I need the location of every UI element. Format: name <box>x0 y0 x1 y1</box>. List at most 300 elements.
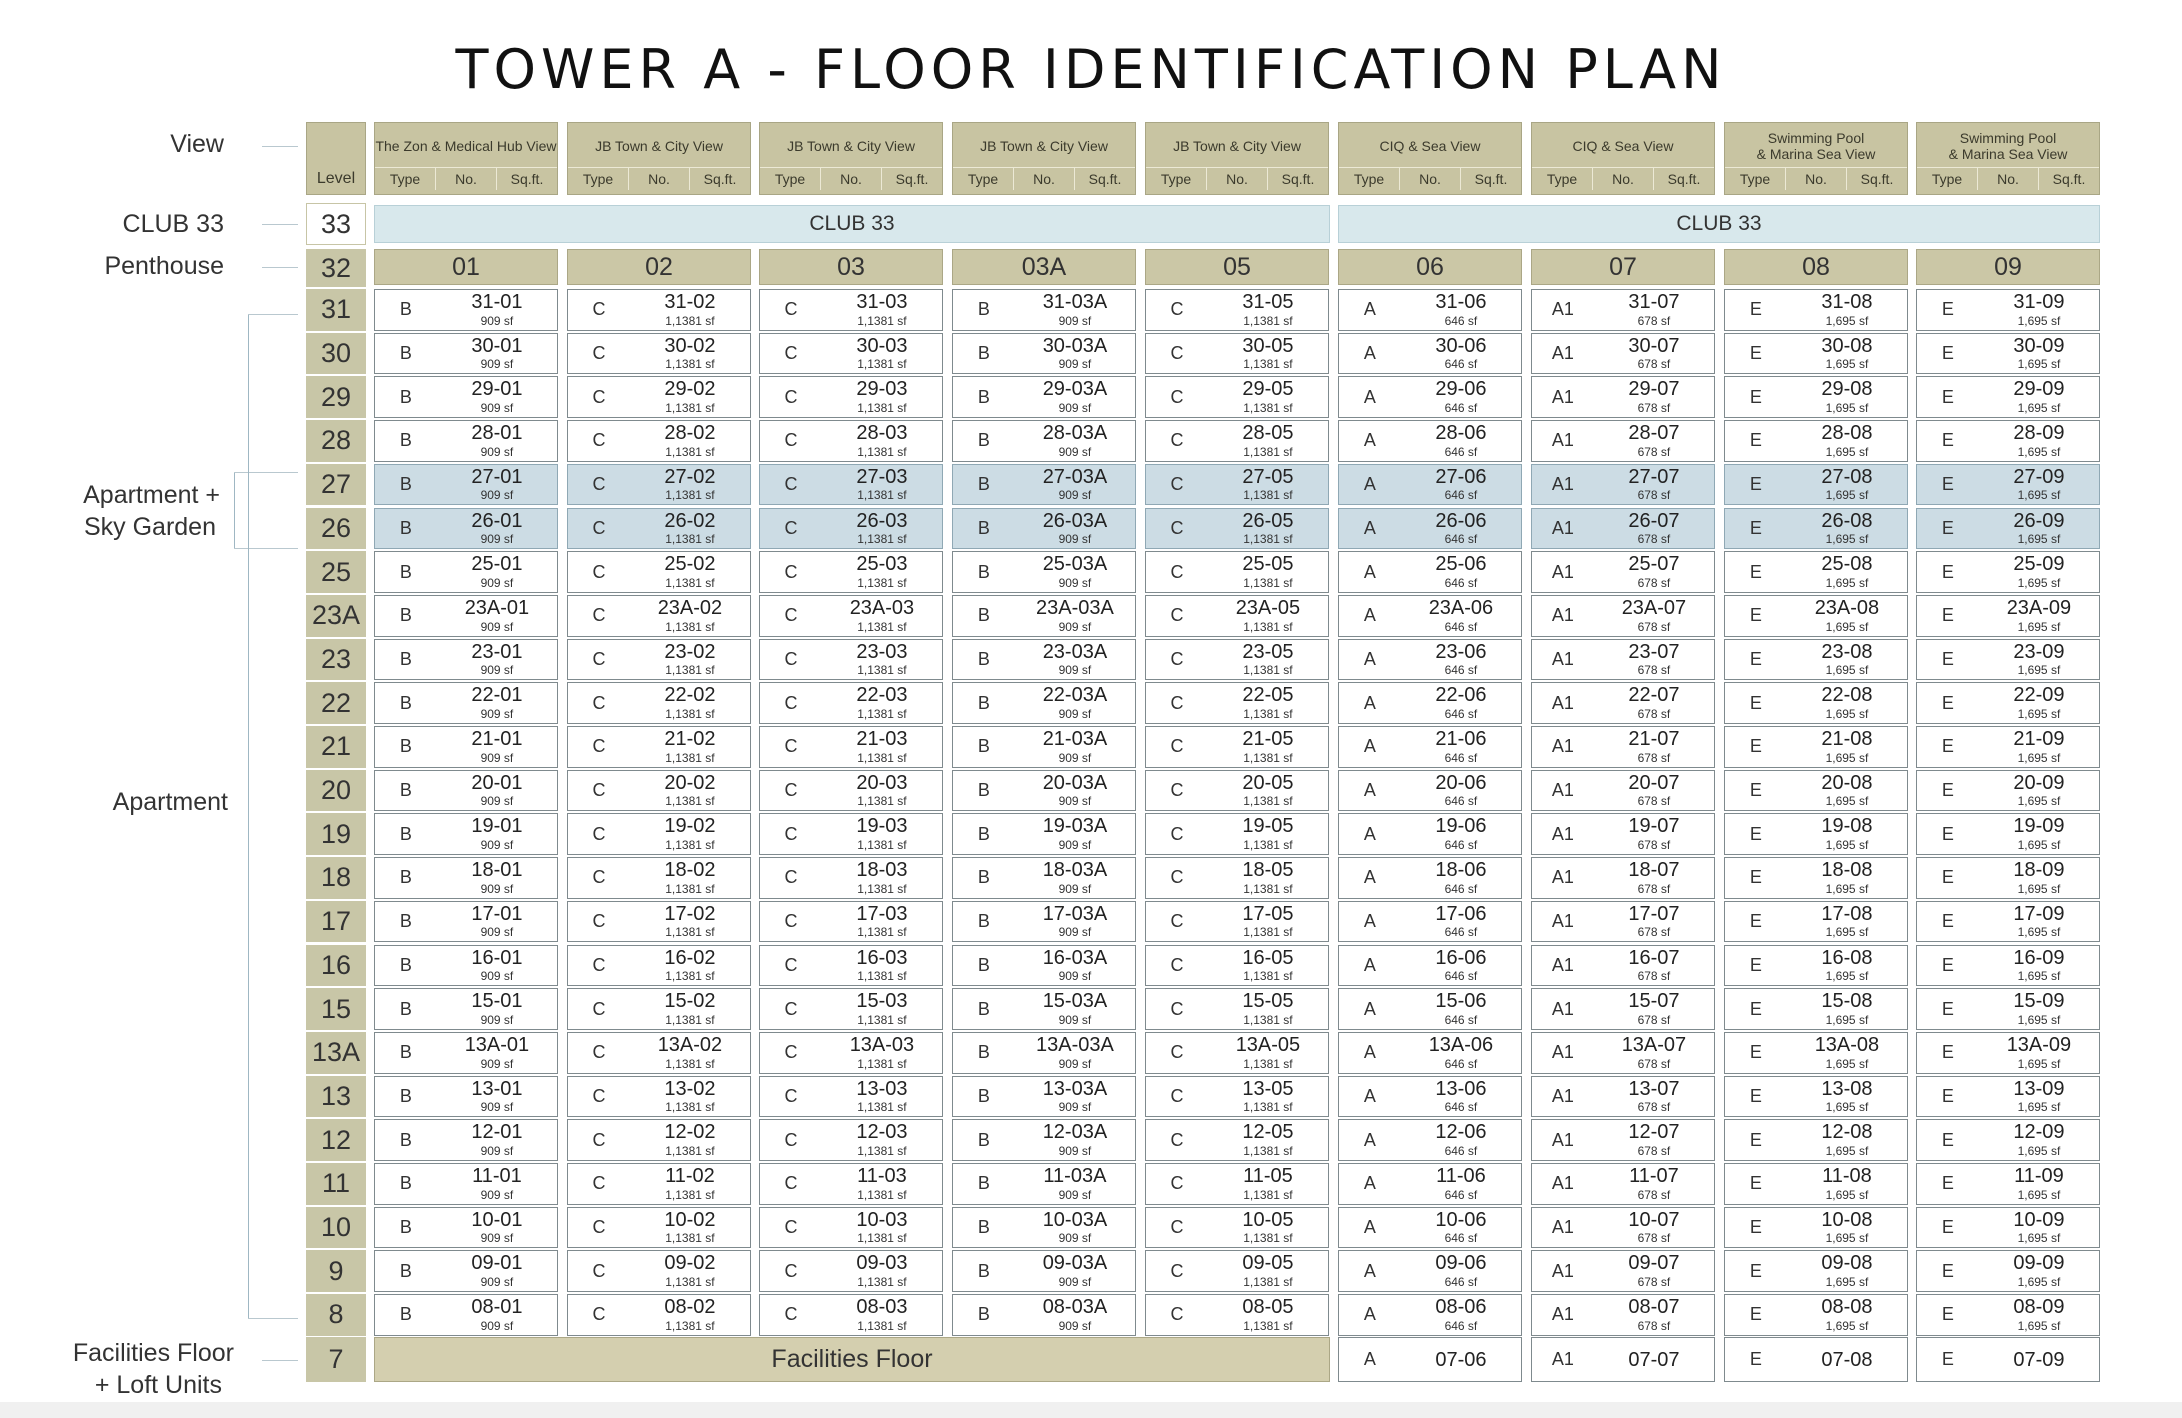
unit-cell[interactable] <box>1916 682 2100 724</box>
unit-cell[interactable] <box>952 289 1136 331</box>
unit-cell[interactable] <box>1916 945 2100 987</box>
unit-cell[interactable] <box>952 1294 1136 1336</box>
unit-cell[interactable] <box>567 551 751 593</box>
unit-cell[interactable] <box>1916 551 2100 593</box>
view-title-line: Swimming Pool <box>1959 130 2057 146</box>
penthouse-unit-05[interactable]: 05 <box>1145 249 1329 285</box>
unit-area: 1,1381 sf <box>857 488 907 503</box>
unit-area: 909 sf <box>1058 663 1092 678</box>
unit-cell[interactable] <box>1724 726 1908 768</box>
unit-cell[interactable] <box>1145 1119 1329 1161</box>
unit-cell[interactable] <box>952 595 1136 637</box>
unit-cell[interactable] <box>567 289 751 331</box>
unit-type: C <box>1170 474 1184 495</box>
unit-cell[interactable] <box>1916 726 2100 768</box>
unit-cell[interactable] <box>1916 901 2100 943</box>
unit-cell[interactable] <box>952 464 1136 506</box>
unit-cell[interactable] <box>1145 1076 1329 1118</box>
footer-strip <box>0 1402 2182 1418</box>
unit-area: 909 sf <box>480 488 514 503</box>
unit-cell[interactable] <box>567 988 751 1030</box>
unit-cell[interactable] <box>567 857 751 899</box>
unit-area: 1,1381 sf <box>665 575 715 590</box>
unit-cell[interactable] <box>759 333 943 375</box>
unit-area: 909 sf <box>480 575 514 590</box>
unit-cell[interactable] <box>1338 420 1522 462</box>
unit-cell[interactable] <box>759 1163 943 1205</box>
unit-cell[interactable] <box>567 682 751 724</box>
unit-area: 1,1381 sf <box>665 925 715 940</box>
unit-cell[interactable] <box>1531 376 1715 418</box>
unit-cell[interactable] <box>1531 1119 1715 1161</box>
unit-cell[interactable] <box>1338 682 1522 724</box>
unit-number: 18-01 <box>471 859 523 882</box>
unit-cell[interactable] <box>567 901 751 943</box>
unit-cell[interactable] <box>1724 639 1908 681</box>
unit-cell[interactable] <box>952 1207 1136 1249</box>
unit-number: 15-07 <box>1628 990 1680 1013</box>
unit-cell[interactable] <box>1145 1250 1329 1292</box>
unit-type: E <box>1941 1173 1954 1194</box>
unit-cell[interactable] <box>374 376 558 418</box>
unit-area: 909 sf <box>1058 619 1092 634</box>
unit-cell[interactable] <box>1338 1163 1522 1205</box>
unit-cell[interactable] <box>1724 1076 1908 1118</box>
unit-cell[interactable] <box>567 1032 751 1074</box>
unit-cell[interactable] <box>1724 333 1908 375</box>
unit-cell[interactable] <box>759 988 943 1030</box>
unit-cell[interactable] <box>567 333 751 375</box>
unit-cell[interactable] <box>567 508 751 550</box>
unit-area: 678 sf <box>1637 794 1671 809</box>
unit-cell[interactable] <box>374 1207 558 1249</box>
unit-area: 1,695 sf <box>2017 313 2061 328</box>
unit-cell[interactable] <box>1916 333 2100 375</box>
unit-cell[interactable] <box>952 1119 1136 1161</box>
unit-cell[interactable] <box>374 1032 558 1074</box>
unit-type: C <box>592 561 606 582</box>
unit-cell[interactable] <box>1338 857 1522 899</box>
unit-cell[interactable] <box>952 551 1136 593</box>
unit-cell[interactable] <box>1338 639 1522 681</box>
unit-cell[interactable] <box>759 464 943 506</box>
unit-cell[interactable] <box>1724 1250 1908 1292</box>
unit-cell[interactable] <box>759 1207 943 1249</box>
unit-area: 1,1381 sf <box>857 969 907 984</box>
unit-number: 13-09 <box>2013 1077 2065 1100</box>
unit-cell[interactable] <box>1338 726 1522 768</box>
unit-cell[interactable] <box>567 1294 751 1336</box>
unit-cell[interactable] <box>567 770 751 812</box>
penthouse-unit-03[interactable]: 03 <box>759 249 943 285</box>
unit-cell[interactable] <box>374 595 558 637</box>
view-label: View <box>170 130 224 158</box>
unit-cell[interactable] <box>1724 901 1908 943</box>
unit-cell[interactable] <box>759 682 943 724</box>
unit-cell[interactable] <box>1145 1163 1329 1205</box>
unit-cell[interactable] <box>1916 1119 2100 1161</box>
unit-area: 1,1381 sf <box>665 794 715 809</box>
unit-cell[interactable] <box>1724 464 1908 506</box>
unit-cell[interactable] <box>1338 1294 1522 1336</box>
unit-cell[interactable] <box>1145 682 1329 724</box>
unit-cell[interactable] <box>567 945 751 987</box>
unit-cell[interactable] <box>1916 988 2100 1030</box>
sky-garden-label-2: Sky Garden <box>83 513 216 541</box>
unit-cell[interactable] <box>1531 857 1715 899</box>
unit-area: 1,1381 sf <box>857 401 907 416</box>
unit-cell[interactable] <box>1145 857 1329 899</box>
unit-cell[interactable] <box>952 1032 1136 1074</box>
unit-area: 909 sf <box>1058 1275 1092 1290</box>
unit-cell[interactable] <box>1531 1076 1715 1118</box>
unit-cell[interactable] <box>1916 857 2100 899</box>
unit-cell[interactable] <box>759 1250 943 1292</box>
unit-cell[interactable] <box>952 508 1136 550</box>
unit-cell[interactable] <box>1338 508 1522 550</box>
unit-cell[interactable] <box>1531 551 1715 593</box>
unit-cell[interactable] <box>759 639 943 681</box>
unit-cell[interactable] <box>1531 988 1715 1030</box>
unit-cell[interactable] <box>1145 1032 1329 1074</box>
unit-cell[interactable] <box>1338 770 1522 812</box>
unit-cell[interactable] <box>374 901 558 943</box>
view-title-line: JB Town & City View <box>595 138 723 154</box>
unit-number: 21-09 <box>2013 728 2065 750</box>
unit-cell[interactable] <box>759 813 943 855</box>
unit-type: C <box>784 1129 798 1150</box>
unit-cell[interactable] <box>567 1119 751 1161</box>
unit-cell[interactable] <box>759 1294 943 1336</box>
unit-area: 1,1381 sf <box>1243 1056 1293 1071</box>
unit-cell[interactable] <box>567 1250 751 1292</box>
unit-cell[interactable] <box>1724 1207 1908 1249</box>
unit-type: A <box>1363 299 1376 320</box>
unit-cell[interactable] <box>1531 1250 1715 1292</box>
unit-cell[interactable] <box>567 376 751 418</box>
unit-cell[interactable] <box>1145 901 1329 943</box>
unit-cell[interactable] <box>1724 988 1908 1030</box>
unit-cell[interactable] <box>1531 1207 1715 1249</box>
unit-cell[interactable] <box>374 1163 558 1205</box>
unit-cell[interactable] <box>759 945 943 987</box>
unit-number: 27-08 <box>1821 465 1873 488</box>
unit-cell[interactable] <box>759 508 943 550</box>
unit-cell[interactable] <box>1338 376 1522 418</box>
unit-number: 30-02 <box>664 334 716 357</box>
unit-cell[interactable] <box>567 726 751 768</box>
unit-number: 18-05 <box>1242 859 1294 882</box>
unit-cell[interactable] <box>374 1294 558 1336</box>
unit-cell[interactable] <box>759 420 943 462</box>
unit-cell[interactable] <box>1916 1163 2100 1205</box>
unit-cell[interactable] <box>374 813 558 855</box>
unit-cell[interactable] <box>374 289 558 331</box>
unit-cell[interactable] <box>1724 595 1908 637</box>
page-title: TOWER A - FLOOR IDENTIFICATION PLAN <box>455 38 1727 101</box>
unit-cell[interactable] <box>1531 682 1715 724</box>
unit-cell[interactable] <box>1724 376 1908 418</box>
unit-number: 31-07 <box>1628 291 1680 313</box>
unit-number: 27-07 <box>1628 465 1680 488</box>
unit-cell[interactable] <box>759 595 943 637</box>
club-tick <box>262 224 298 225</box>
unit-cell[interactable] <box>952 988 1136 1030</box>
unit-cell[interactable] <box>1145 813 1329 855</box>
unit-cell[interactable] <box>1531 726 1715 768</box>
unit-cell[interactable] <box>1916 1207 2100 1249</box>
penthouse-label: Penthouse <box>104 252 224 280</box>
unit-cell[interactable] <box>952 420 1136 462</box>
unit-cell[interactable] <box>759 726 943 768</box>
unit-cell[interactable] <box>1724 770 1908 812</box>
unit-cell[interactable] <box>1531 420 1715 462</box>
unit-cell[interactable] <box>1724 551 1908 593</box>
unit-cell[interactable] <box>1145 551 1329 593</box>
unit-cell[interactable] <box>1338 1250 1522 1292</box>
unit-area: 1,695 sf <box>2017 1143 2061 1158</box>
unit-area: 1,695 sf <box>2017 401 2061 416</box>
unit-area: 1,695 sf <box>1825 1275 1869 1290</box>
unit-cell[interactable] <box>1724 682 1908 724</box>
unit-cell[interactable] <box>1145 770 1329 812</box>
unit-cell[interactable] <box>374 770 558 812</box>
unit-type: E <box>1749 1260 1762 1281</box>
unit-cell[interactable] <box>1916 464 2100 506</box>
unit-cell[interactable] <box>1145 420 1329 462</box>
unit-cell[interactable] <box>567 595 751 637</box>
unit-type: A1 <box>1551 692 1574 713</box>
unit-cell[interactable] <box>1531 1032 1715 1074</box>
unit-type: E <box>1941 1304 1954 1325</box>
unit-cell[interactable] <box>1145 508 1329 550</box>
unit-cell[interactable] <box>1338 289 1522 331</box>
unit-cell[interactable] <box>1916 1076 2100 1118</box>
unit-cell[interactable] <box>1916 1250 2100 1292</box>
unit-cell[interactable] <box>374 726 558 768</box>
unit-area: 1,695 sf <box>2017 1056 2061 1071</box>
unit-cell[interactable] <box>1916 595 2100 637</box>
unit-type: C <box>784 561 798 582</box>
unit-cell[interactable] <box>759 857 943 899</box>
unit-cell[interactable] <box>1531 901 1715 943</box>
view-title-line: JB Town & City View <box>980 138 1108 154</box>
unit-cell[interactable] <box>1145 1207 1329 1249</box>
unit-cell[interactable] <box>1724 289 1908 331</box>
view-title <box>1532 129 1714 163</box>
unit-cell[interactable] <box>952 333 1136 375</box>
unit-cell[interactable] <box>1724 1119 1908 1161</box>
unit-cell[interactable] <box>374 682 558 724</box>
unit-cell[interactable] <box>1338 464 1522 506</box>
unit-cell[interactable] <box>759 289 943 331</box>
unit-cell[interactable] <box>759 551 943 593</box>
unit-cell[interactable] <box>1724 857 1908 899</box>
loft-unit-cell[interactable] <box>1916 1337 2100 1382</box>
unit-area: 1,1381 sf <box>857 1275 907 1290</box>
unit-area: 678 sf <box>1637 1143 1671 1158</box>
penthouse-unit-03A[interactable]: 03A <box>952 249 1136 285</box>
unit-cell[interactable] <box>952 945 1136 987</box>
unit-cell[interactable] <box>374 1250 558 1292</box>
unit-number: 27-01 <box>471 465 523 488</box>
unit-cell[interactable] <box>374 1076 558 1118</box>
unit-cell[interactable] <box>1338 988 1522 1030</box>
unit-cell[interactable] <box>1916 289 2100 331</box>
unit-cell[interactable] <box>567 1076 751 1118</box>
unit-cell[interactable] <box>567 464 751 506</box>
unit-cell[interactable] <box>1531 289 1715 331</box>
unit-cell[interactable] <box>952 682 1136 724</box>
unit-cell[interactable] <box>1145 376 1329 418</box>
unit-cell[interactable] <box>1145 289 1329 331</box>
unit-cell[interactable] <box>374 1119 558 1161</box>
unit-cell[interactable] <box>567 420 751 462</box>
level-17: 17 <box>306 901 366 943</box>
unit-number: 19-08 <box>1821 815 1873 838</box>
unit-cell[interactable] <box>759 1032 943 1074</box>
unit-cell[interactable] <box>1531 770 1715 812</box>
unit-cell[interactable] <box>1338 1207 1522 1249</box>
unit-area: 1,695 sf <box>1825 1012 1869 1027</box>
unit-cell[interactable] <box>759 901 943 943</box>
loft-unit-cell[interactable] <box>1531 1337 1715 1382</box>
unit-number: 13-03 <box>856 1077 908 1100</box>
unit-area: 1,1381 sf <box>1243 794 1293 809</box>
unit-number: 29-02 <box>664 378 716 401</box>
unit-cell[interactable] <box>1724 1294 1908 1336</box>
loft-unit-cell[interactable] <box>1338 1337 1522 1382</box>
unit-cell[interactable] <box>759 376 943 418</box>
unit-type: B <box>399 343 412 364</box>
unit-type: E <box>1749 1042 1762 1063</box>
unit-cell[interactable] <box>1916 770 2100 812</box>
unit-cell[interactable] <box>374 333 558 375</box>
unit-cell[interactable] <box>1145 726 1329 768</box>
unit-cell[interactable] <box>1531 333 1715 375</box>
unit-number: 27-05 <box>1242 465 1294 488</box>
unit-cell[interactable] <box>1531 1294 1715 1336</box>
unit-cell[interactable] <box>952 376 1136 418</box>
unit-cell[interactable] <box>952 1250 1136 1292</box>
unit-type: C <box>1170 1217 1184 1238</box>
unit-cell[interactable] <box>1338 813 1522 855</box>
unit-cell[interactable] <box>952 1163 1136 1205</box>
penthouse-unit-09[interactable]: 09 <box>1916 249 2100 285</box>
unit-cell[interactable] <box>1531 813 1715 855</box>
unit-cell[interactable] <box>952 1076 1136 1118</box>
unit-area: 678 sf <box>1637 1187 1671 1202</box>
unit-cell[interactable] <box>1338 551 1522 593</box>
unit-area: 909 sf <box>480 357 514 372</box>
unit-area: 678 sf <box>1637 1231 1671 1246</box>
unit-cell[interactable] <box>952 901 1136 943</box>
loft-unit-cell[interactable] <box>1724 1337 1908 1382</box>
unit-cell[interactable] <box>1338 333 1522 375</box>
unit-cell[interactable] <box>1531 508 1715 550</box>
unit-cell[interactable] <box>1724 508 1908 550</box>
unit-cell[interactable] <box>567 639 751 681</box>
unit-cell[interactable] <box>1338 901 1522 943</box>
unit-number: 19-02 <box>664 815 716 838</box>
unit-cell[interactable] <box>1724 1032 1908 1074</box>
unit-cell[interactable] <box>1724 945 1908 987</box>
unit-cell[interactable] <box>567 813 751 855</box>
unit-cell[interactable] <box>1916 813 2100 855</box>
unit-cell[interactable] <box>952 726 1136 768</box>
unit-cell[interactable] <box>1531 639 1715 681</box>
unit-cell[interactable] <box>952 770 1136 812</box>
penthouse-unit-08[interactable]: 08 <box>1724 249 1908 285</box>
unit-cell[interactable] <box>1916 376 2100 418</box>
unit-cell[interactable] <box>952 857 1136 899</box>
unit-cell[interactable] <box>1338 1032 1522 1074</box>
unit-type: C <box>1170 867 1184 888</box>
unit-cell[interactable] <box>1145 595 1329 637</box>
unit-cell[interactable] <box>1145 464 1329 506</box>
unit-type: C <box>592 780 606 801</box>
unit-cell[interactable] <box>374 420 558 462</box>
penthouse-unit-01[interactable]: 01 <box>374 249 558 285</box>
unit-area: 909 sf <box>1058 750 1092 765</box>
unit-cell[interactable] <box>374 988 558 1030</box>
unit-cell[interactable] <box>952 639 1136 681</box>
unit-cell[interactable] <box>1145 333 1329 375</box>
unit-cell[interactable] <box>374 945 558 987</box>
unit-cell[interactable] <box>1916 420 2100 462</box>
unit-cell[interactable] <box>1531 595 1715 637</box>
unit-cell[interactable] <box>1531 464 1715 506</box>
unit-cell[interactable] <box>759 1076 943 1118</box>
unit-area: 1,695 sf <box>2017 357 2061 372</box>
unit-cell[interactable] <box>1916 508 2100 550</box>
unit-cell[interactable] <box>1338 1076 1522 1118</box>
unit-cell[interactable] <box>1338 595 1522 637</box>
unit-cell[interactable] <box>1145 988 1329 1030</box>
unit-cell[interactable] <box>1338 945 1522 987</box>
unit-cell[interactable] <box>759 1119 943 1161</box>
unit-type: E <box>1941 1217 1954 1238</box>
unit-cell[interactable] <box>952 813 1136 855</box>
unit-cell[interactable] <box>374 857 558 899</box>
level-column-header: Level <box>306 122 366 195</box>
unit-cell[interactable] <box>567 1163 751 1205</box>
unit-cell[interactable] <box>374 508 558 550</box>
penthouse-unit-02[interactable]: 02 <box>567 249 751 285</box>
unit-area: 1,695 sf <box>2017 575 2061 590</box>
unit-cell[interactable] <box>374 551 558 593</box>
unit-cell[interactable] <box>759 770 943 812</box>
unit-cell[interactable] <box>374 464 558 506</box>
unit-cell[interactable] <box>1916 639 2100 681</box>
unit-cell[interactable] <box>1145 1294 1329 1336</box>
unit-cell[interactable] <box>1916 1294 2100 1336</box>
unit-cell[interactable] <box>1531 945 1715 987</box>
unit-cell[interactable] <box>1145 945 1329 987</box>
unit-cell[interactable] <box>1145 639 1329 681</box>
unit-cell[interactable] <box>567 1207 751 1249</box>
unit-area: 646 sf <box>1444 1143 1478 1158</box>
unit-cell[interactable] <box>1724 1163 1908 1205</box>
penthouse-unit-06[interactable]: 06 <box>1338 249 1522 285</box>
unit-cell[interactable] <box>1338 1119 1522 1161</box>
unit-cell[interactable] <box>1724 420 1908 462</box>
unit-cell[interactable] <box>1531 1163 1715 1205</box>
penthouse-unit-07[interactable]: 07 <box>1531 249 1715 285</box>
unit-cell[interactable] <box>374 639 558 681</box>
unit-cell[interactable] <box>1724 813 1908 855</box>
unit-cell[interactable] <box>1916 1032 2100 1074</box>
